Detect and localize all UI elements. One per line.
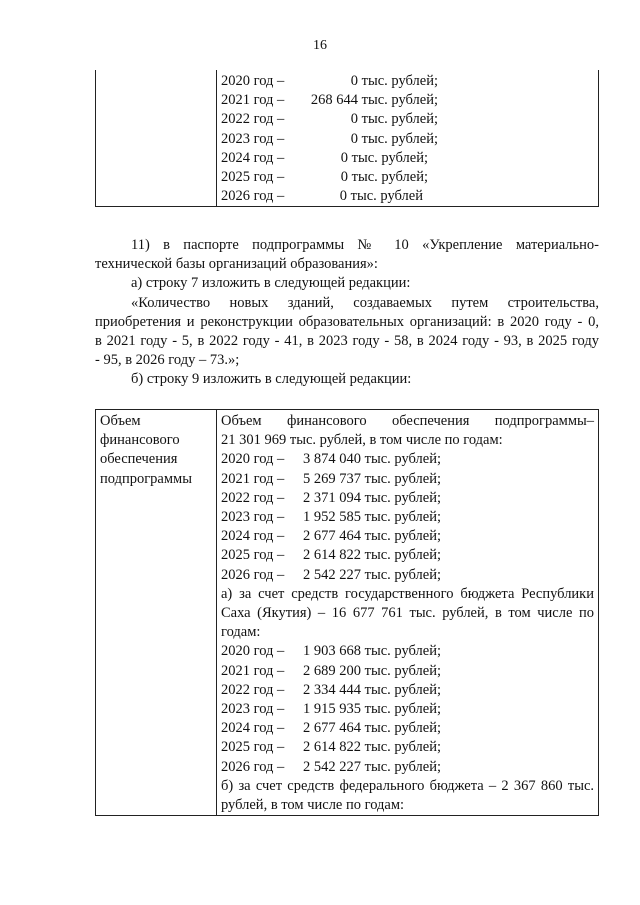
- year-label: 2026 год –: [221, 566, 285, 583]
- year-amount: 2 677 464 тыс. рублей;: [303, 720, 441, 737]
- year-row: [221, 681, 594, 700]
- year-amount: 0 тыс. рублей: [339, 188, 423, 205]
- year-row: [221, 527, 594, 546]
- state-budget-line: а) за счет средств государственного бюджета Республики: [221, 585, 594, 602]
- federal-budget-line: рублей, в том числе по годам:: [221, 797, 405, 814]
- year-amount: 1 952 585 тыс. рублей;: [303, 509, 441, 526]
- year-amount: 2 614 822 тыс. рублей;: [303, 547, 441, 564]
- year-label: 2021 год –: [221, 470, 285, 487]
- year-amount: 2 542 227 тыс. рублей;: [303, 566, 441, 583]
- year-amount: 1 903 668 тыс. рублей;: [303, 643, 441, 660]
- year-amount: 268 644 тыс. рублей;: [310, 92, 438, 109]
- year-amount: 1 915 935 тыс. рублей;: [303, 701, 441, 718]
- year-row: [221, 149, 594, 168]
- intro-line: 21 301 969 тыс. рублей, в том числе по годам:: [221, 432, 503, 449]
- year-label: 2020 год –: [221, 643, 285, 660]
- year-amount: 0 тыс. рублей;: [350, 73, 438, 89]
- year-row: [221, 508, 594, 527]
- quote-line: приобретения и реконструкции образовательных организаций: в 2020 году - 0,: [95, 313, 599, 330]
- table-row: [96, 70, 599, 207]
- page-number: 16: [313, 38, 327, 53]
- year-label: 2023 год –: [221, 509, 285, 526]
- year-row: [221, 489, 594, 508]
- year-amount: 5 269 737 тыс. рублей;: [303, 470, 441, 487]
- year-amount: 2 542 227 тыс. рублей;: [303, 758, 441, 775]
- year-label: 2025 год –: [221, 739, 285, 756]
- body-text: [95, 236, 599, 390]
- year-label: 2021 год –: [221, 662, 285, 679]
- item-11-line: технической базы организаций образования»:: [95, 256, 378, 273]
- year-amount: 0 тыс. рублей;: [340, 149, 428, 166]
- label-line: обеспечения: [100, 451, 178, 468]
- year-label: 2023 год –: [221, 130, 285, 147]
- year-label: 2025 год –: [221, 169, 285, 186]
- item-b: б) строку 9 изложить в следующей редакции:: [131, 371, 412, 388]
- year-row: [221, 642, 594, 661]
- year-label: 2022 год –: [221, 489, 285, 506]
- year-amount: 3 874 040 тыс. рублей;: [303, 451, 441, 468]
- year-row: [221, 700, 594, 719]
- year-label: 2025 год –: [221, 547, 285, 564]
- year-row: [221, 546, 594, 565]
- year-amount: 0 тыс. рублей;: [350, 130, 438, 147]
- year-row: [221, 566, 594, 585]
- quote-line: - 95, в 2026 году – 73.»;: [95, 352, 240, 369]
- year-amount: 0 тыс. рублей;: [340, 169, 428, 186]
- year-row: [221, 738, 594, 757]
- year-row: [221, 91, 594, 110]
- year-amount: 2 334 444 тыс. рублей;: [303, 681, 441, 698]
- year-amount: 2 371 094 тыс. рублей;: [303, 489, 441, 506]
- year-row: [221, 168, 594, 187]
- funding-table-continued: [95, 70, 599, 207]
- label-line: финансового: [100, 432, 180, 449]
- intro-line: Объем финансового обеспечения подпрограммы–: [221, 413, 594, 429]
- item-a: а) строку 7 изложить в следующей редакции:: [131, 275, 411, 292]
- quote-line: в 2021 году - 5, в 2022 году - 41, в 2023 году - 58, в 2024 году - 93, в 2025 году: [95, 333, 599, 350]
- year-amount: 2 677 464 тыс. рублей;: [303, 528, 441, 545]
- year-amount: 2 614 822 тыс. рублей;: [303, 739, 441, 756]
- year-row: [221, 719, 594, 738]
- federal-budget-line: б) за счет средств федерального бюджета – 2 367 860 тыс.: [221, 777, 594, 794]
- year-label: 2022 год –: [221, 111, 285, 128]
- year-label: 2024 год –: [221, 528, 285, 545]
- state-budget-line: Саха (Якутия) – 16 677 761 тыс. рублей, в том числе по: [221, 605, 594, 622]
- year-amount: 2 689 200 тыс. рублей;: [303, 662, 441, 679]
- year-label: 2020 год –: [221, 451, 285, 468]
- label-cell: [96, 70, 217, 207]
- year-label: 2024 год –: [221, 149, 285, 166]
- label-cell: [96, 410, 217, 816]
- values-cell: [217, 410, 599, 816]
- year-row: [221, 72, 594, 91]
- label-line: Объем: [100, 413, 141, 429]
- state-budget-line: годам:: [221, 624, 261, 641]
- year-label: 2022 год –: [221, 681, 285, 698]
- year-row: [221, 662, 594, 681]
- values-cell: [217, 70, 599, 207]
- year-label: 2023 год –: [221, 701, 285, 718]
- year-row: [221, 758, 594, 777]
- year-row: [221, 110, 594, 129]
- label-line: подпрограммы: [100, 470, 192, 487]
- year-label: 2024 год –: [221, 720, 285, 737]
- year-row: [221, 470, 594, 489]
- year-row: [221, 130, 594, 149]
- year-label: 2026 год –: [221, 188, 285, 205]
- year-label: 2026 год –: [221, 758, 285, 775]
- table-row: [96, 410, 599, 816]
- funding-table: [95, 409, 599, 816]
- year-row: [221, 450, 594, 469]
- year-label: 2021 год –: [221, 92, 285, 109]
- quote-line: «Количество новых зданий, создаваемых путем строительства,: [131, 294, 599, 311]
- year-amount: 0 тыс. рублей;: [350, 111, 438, 128]
- year-label: 2020 год –: [221, 73, 285, 89]
- item-11-line: 11) в паспорте подпрограммы № 10 «Укрепление материально-: [131, 237, 599, 253]
- year-row: [221, 187, 594, 206]
